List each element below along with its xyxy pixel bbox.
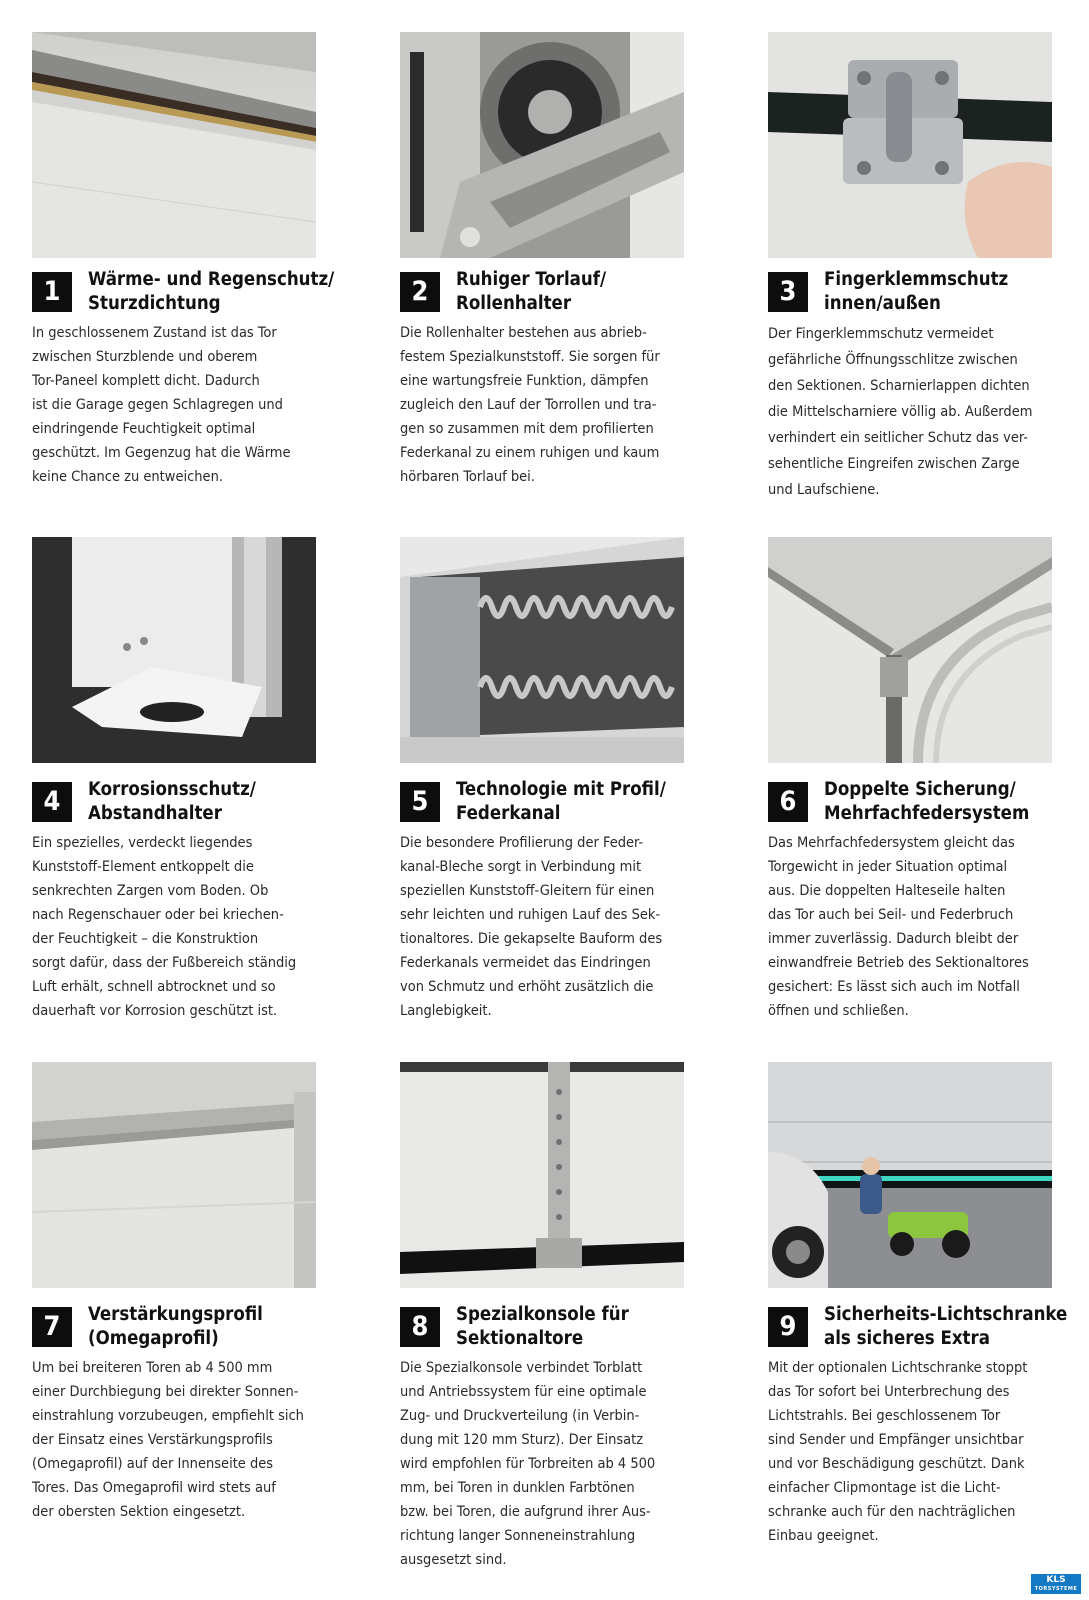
feature-photo-spring-system	[768, 537, 1052, 763]
feature-photo-spacer	[32, 537, 316, 763]
feature-description: Die Rollenhalter bestehen aus abrieb- festem Spezialkunststoff. Sie sorgen für eine wartungsfreie Funktion, dämpfen zugleich den Lauf der Torrollen und tra- gen so zusammen mit dem profilierten Federkanal zu einem ruhigen und kaum hörbaren Torlauf bei.	[400, 325, 660, 485]
feature-description: Ein spezielles, verdeckt liegendes Kunststoff-Element entkoppelt die senkrechten Zargen vom Boden. Ob nach Regenschauer oder bei kriechen- der Feuchtigkeit – die Konstruktion sorgt dafür, dass der Fußbereich ständig Luft erhält, schnell abtrocknet und so dauerhaft vor Korrosion geschützt ist.	[32, 835, 297, 1019]
brand-logo: KLS TORSYSTEME	[1031, 1574, 1081, 1594]
feature-number: 6	[768, 782, 808, 822]
feature-title: Verstärkungsprofil (Omegaprofil)	[88, 1304, 263, 1349]
feature-title: Technologie mit Profil/ Federkanal	[456, 779, 666, 824]
feature-photo-finger-guard	[768, 32, 1052, 258]
feature-title: Fingerklemmschutz innen/außen	[824, 269, 1009, 314]
feature-number: 1	[32, 272, 72, 312]
feature-title: Ruhiger Torlauf/ Rollenhalter	[456, 269, 607, 314]
feature-number: 7	[32, 1307, 72, 1347]
feature-description: Die besondere Profilierung der Feder- kanal-Bleche sorgt in Verbindung mit speziellen Kunststoff-Gleitern für einen sehr leichten und ruhigen Lauf des Sek- tionaltores. Die gekapselte Bauform des Federkanals vermeidet das Eindringen von Schmutz und erhöht zusätzlich die Langlebigkeit.	[400, 835, 663, 1019]
feature-title: Sicherheits-Lichtschranke als sicheres Extra	[824, 1304, 1068, 1349]
feature-number: 3	[768, 272, 808, 312]
feature-number: 9	[768, 1307, 808, 1347]
feature-photo-light-barrier	[768, 1062, 1052, 1288]
feature-description: Das Mehrfachfedersystem gleicht das Torgewicht in jeder Situation optimal aus. Die doppelten Halteseile halten das Tor auch bei Seil- und Federbruch immer zuverlässig. Dadurch bleibt der einwandfreie Betrieb des Sektionaltores gesichert: Es lässt sich auch im Notfall öffnen und schließen.	[768, 835, 1029, 1019]
feature-title: Korrosionsschutz/ Abstandhalter	[88, 779, 256, 824]
feature-number: 4	[32, 782, 72, 822]
feature-title: Wärme- und Regenschutz/ Sturzdichtung	[88, 269, 335, 314]
feature-title: Spezialkonsole für Sektionaltore	[456, 1304, 629, 1349]
feature-photo-lintel-seal	[32, 32, 316, 258]
feature-photo-omega-profile	[32, 1062, 316, 1288]
feature-photo-special-bracket	[400, 1062, 684, 1288]
feature-description: Die Spezialkonsole verbindet Torblatt und Antriebssystem für eine optimale Zug- und Druckverteilung (in Verbin- dung mit 120 mm Sturz). Der Einsatz wird empfohlen für Torbreiten ab 4 500 mm, bei Toren in dunklen Farbtönen bzw. bei Toren, die aufgrund ihrer Aus- richtung langer Sonneneinstrahlung ausgesetzt sind.	[400, 1360, 656, 1568]
feature-photo-spring-channel	[400, 537, 684, 763]
feature-title: Doppelte Sicherung/ Mehrfachfedersystem	[824, 779, 1030, 824]
feature-number: 5	[400, 782, 440, 822]
feature-number: 2	[400, 272, 440, 312]
feature-description: Mit der optionalen Lichtschranke stoppt das Tor sofort bei Unterbrechung des Lichtstrahls. Bei geschlossenem Tor sind Sender und Empfänger unsichtbar und vor Beschädigung geschützt. Dank einfacher Clipmontage ist die Licht- schranke auch für den nachträglichen Einbau geeignet.	[768, 1360, 1028, 1544]
feature-photo-roller-holder	[400, 32, 684, 258]
feature-description: Um bei breiteren Toren ab 4 500 mm einer Durchbiegung bei direkter Sonnen- einstrahlung vorzubeugen, empfiehlt sich der Einsatz eines Verstärkungsprofils (Omegaprofil) auf der Innenseite des Tores. Das Omegaprofil wird stets auf der obersten Sektion eingesetzt.	[32, 1360, 304, 1520]
feature-description: Der Fingerklemmschutz vermeidet gefährliche Öffnungsschlitze zwischen den Sektionen. Scharnierlappen dichten die Mittelscharniere völlig ab. Außerdem verhindert ein seitlicher Schutz das ver- sehentliche Eingreifen zwischen Zarge und Laufschiene.	[768, 326, 1033, 498]
feature-description: In geschlossenem Zustand ist das Tor zwischen Sturzblende und oberem Tor-Paneel komplett dicht. Dadurch ist die Garage gegen Schlagregen und eindringende Feuchtigkeit optimal geschützt. Im Gegenzug hat die Wärme keine Chance zu entweichen.	[32, 325, 291, 485]
feature-number: 8	[400, 1307, 440, 1347]
